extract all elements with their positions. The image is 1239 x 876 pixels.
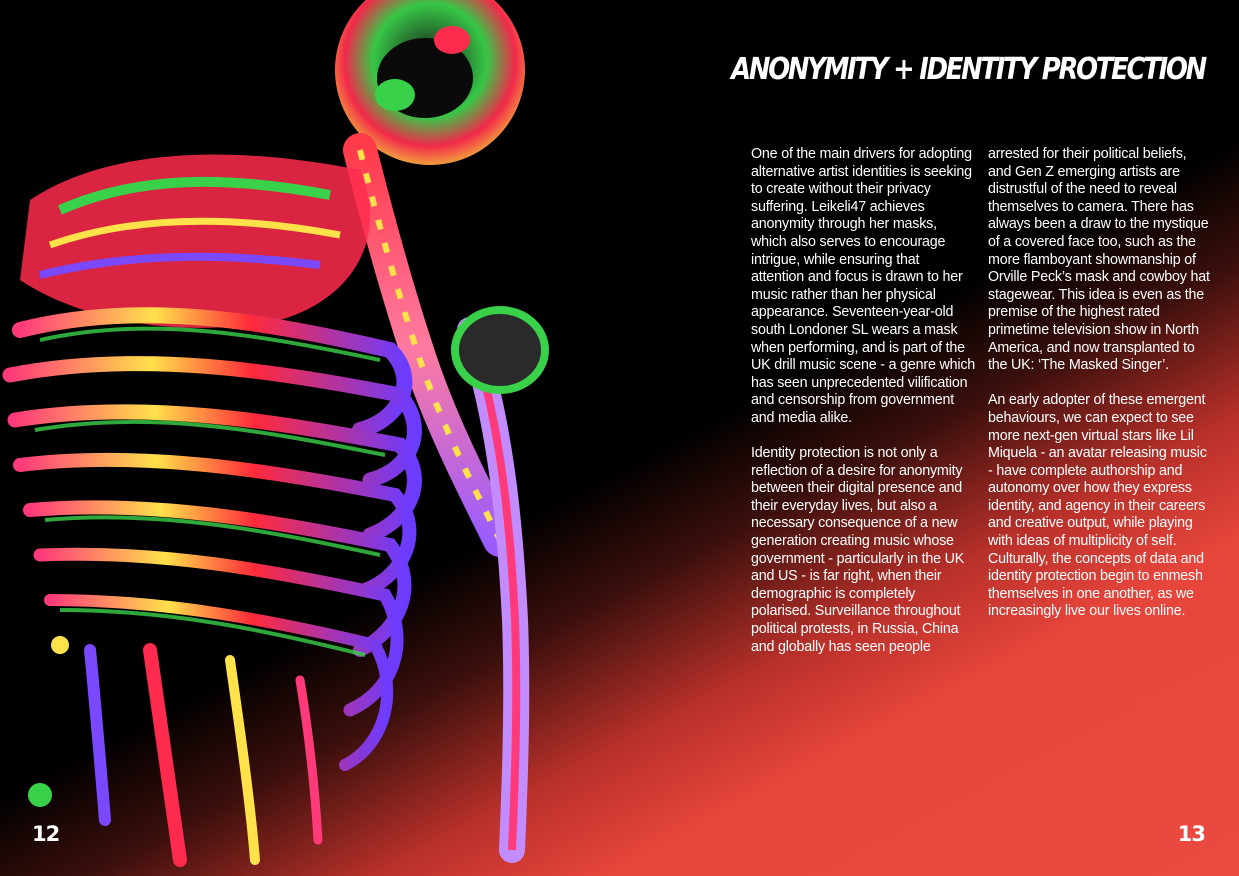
paragraph: arrested for their political beliefs, and Gen Z emerging artists are distrustful of the need to reveal themselves to camera. There has always been a draw to the mystique of a covered face too, such as the more flamboyant showmanship of Orville Peck’s mask and cowboy hat stagewear. This idea is even as the premise of the highest rated primetime television show in North America, and now transplanted to the UK: ‘The Masked Singer’.: [988, 146, 1210, 374]
paragraph: One of the main drivers for adopting alternative artist identities is seeking to create without their privacy suffering. Leikeli47 achieves anonymity through her masks, which also serves to encourage intrigue, while ensuring that attention and focus is drawn to her music rather than her physical appearance. Seventeen-year-old south Londoner SL wears a mask when performing, and is part of the UK drill music scene - a genre which has seen unprecedented vilification and censorship from government and media alike.: [751, 146, 976, 426]
page-number-left: 12: [32, 822, 60, 846]
page-number-right: 13: [1177, 822, 1205, 846]
headline: ANONYMITY + IDENTITY PROTECTION: [731, 52, 1205, 87]
paragraph: An early adopter of these emergent behaviours, we can expect to see more next-gen virtual stars like Lil Miquela - an avatar releasing music - have complete authorship and autonomy over how they express identity, and agency in their careers and creative output, while playing with ideas of multiplicity of self. Culturally, the concepts of data and identity protection begin to enmesh themselves in one another, as we increasingly live our lives online.: [988, 392, 1207, 620]
paragraph: Identity protection is not only a reflection of a desire for anonymity between their digital presence and their everyday lives, but also a necessary consequence of a new generation creating music whose government - particularly in the UK and US - is far right, when their demographic is completely polarised. Surveillance throughout political protests, in Russia, China and globally has seen people: [751, 445, 965, 655]
body-column-right: [988, 146, 1213, 639]
body-column-left: [751, 146, 976, 674]
